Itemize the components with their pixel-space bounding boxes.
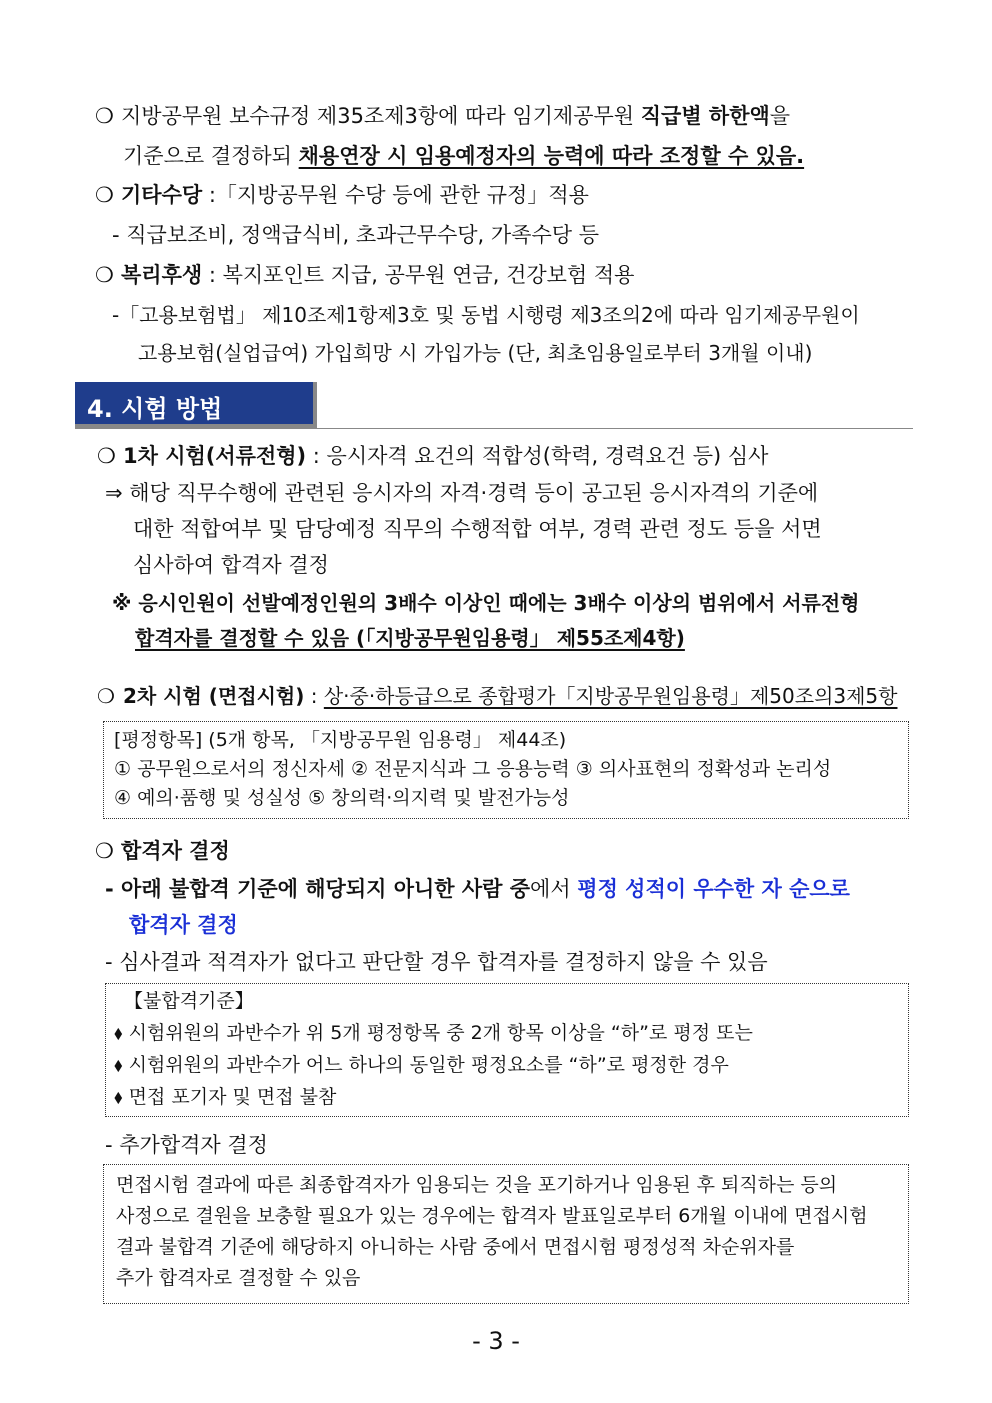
decision-line-3: - 심사결과 적격자가 없다고 판단할 경우 합격자를 결정하지 않을 수 있음 <box>105 950 768 974</box>
exam2-item: ❍ 2차 시험 (면접시험) : 상·중·하등급으로 종합평가「지방공무원임용령」제50조의3제5항 <box>97 681 897 711</box>
extra-decision-line: 추가 합격자로 결정할 수 있음 <box>116 1267 361 1289</box>
diamond-bullet-icon: ⬧ <box>114 1086 123 1108</box>
welfare-sub-line-2: 고용보험(실업급여) 가입희망 시 가입가능 (단, 최초임용일로부터 3개월 이내) <box>138 341 813 365</box>
evaluation-box-line-1: ① 공무원으로서의 정신자세 ② 전문지식과 그 응용능력 ③ 의사표현의 정확성과 논리성 <box>114 758 832 780</box>
decision-title: 합격자 결정 <box>121 839 230 863</box>
allowance-item: ❍ 기타수당 :「지방공무원 수당 등에 관한 규정」적용 <box>95 180 589 210</box>
exam2-method: 상·중·하등급으로 종합평가「지방공무원임용령」제50조의3제5항 <box>323 684 898 708</box>
circle-bullet-icon: ❍ <box>95 104 114 128</box>
extra-decision-line: 사정으로 결원을 보충할 필요가 있는 경우에는 합격자 발표일로부터 6개월 이내에 면접시험 <box>116 1205 868 1227</box>
exam1-desc-line-3: 심사하여 합격자 결정 <box>133 553 329 577</box>
allowance-title: 기타수당 <box>121 183 203 207</box>
section-heading: 4. 시험 방법 <box>87 395 223 423</box>
salary-paragraph-line-2: 기준으로 결정하되 채용연장 시 임용예정자의 능력에 따라 조정할 수 있음. <box>123 144 805 168</box>
extra-decision-title: - 추가합격자 결정 <box>105 1133 268 1157</box>
evaluation-items-box <box>103 721 909 819</box>
extra-decision-line: 면접시험 결과에 따른 최종합격자가 임용되는 것을 포기하거나 임용된 후 퇴직하는 등의 <box>116 1174 838 1196</box>
extra-decision-line: 결과 불합격 기준에 해당하지 아니하는 사람 중에서 면접시험 평정성적 차순위자를 <box>116 1236 795 1258</box>
exam1-desc-line-1: ⇒ 해당 직무수행에 관련된 응시자의 자격·경력 등이 공고된 응시자격의 기준에 <box>105 481 819 505</box>
exam1-title: 1차 시험(서류전형) <box>123 444 307 468</box>
circle-bullet-icon: ❍ <box>95 839 114 863</box>
fail-criteria-item: ⬧ 시험위원의 과반수가 위 5개 평정항목 중 2개 항목 이상을 “하”로 평정 또는 <box>114 1022 753 1044</box>
evaluation-box-line-2: ④ 예의·품행 및 성실성 ⑤ 창의력·의지력 및 발전가능성 <box>114 787 570 809</box>
decision-line-2: 합격자 결정 <box>129 913 238 937</box>
page-number: - 3 - <box>472 1327 520 1355</box>
fail-criteria-item: ⬧ 면접 포기자 및 면접 불참 <box>114 1086 337 1108</box>
exam2-title: 2차 시험 (면접시험) <box>123 684 305 708</box>
circle-bullet-icon: ❍ <box>97 444 116 468</box>
decision-item <box>95 836 230 866</box>
section-heading-box <box>75 382 317 428</box>
diamond-bullet-icon: ⬧ <box>114 1022 123 1044</box>
fail-criteria-box <box>105 983 909 1117</box>
decision-line-1: - 아래 불합격 기준에 해당되지 아니한 사람 중에서 평정 성적이 우수한 자 순으로 <box>105 877 850 901</box>
diamond-bullet-icon: ⬧ <box>114 1054 123 1076</box>
fail-criteria-title: 【불합격기준】 <box>124 990 254 1012</box>
circle-bullet-icon: ❍ <box>95 263 114 287</box>
decision-criteria-emphasis: 평정 성적이 우수한 자 순으로 <box>577 877 850 901</box>
welfare-item: ❍ 복리후생 : 복지포인트 지급, 공무원 연금, 건강보험 적용 <box>95 260 634 290</box>
welfare-sub-line-1: -「고용보험법」 제10조제1항제3호 및 동법 시행령 제3조의2에 따라 임기제공무원이 <box>112 303 860 327</box>
circle-bullet-icon: ❍ <box>97 684 115 708</box>
exam1-item: ❍ 1차 시험(서류전형) : 응시자격 요건의 적합성(학력, 경력요건 등) 심사 <box>97 441 768 471</box>
salary-paragraph-line-1: ❍ 지방공무원 보수규정 제35조제3항에 따라 임기제공무원 직급별 하한액을 <box>95 101 790 131</box>
exam1-desc-line-2: 대한 적합여부 및 담당예정 직무의 수행적합 여부, 경력 관련 정도 등을 서면 <box>133 517 822 541</box>
exam1-note-line-1: ※ 응시인원이 선발예정인원의 3배수 이상인 때에는 3배수 이상의 범위에서 서류전형 <box>112 591 860 615</box>
circle-bullet-icon: ❍ <box>95 183 114 207</box>
fail-criteria-item: ⬧ 시험위원의 과반수가 어느 하나의 동일한 평정요소를 “하”로 평정한 경우 <box>114 1054 729 1076</box>
heading-divider <box>75 428 913 429</box>
evaluation-box-title: [평정항목] (5개 항목, 「지방공무원 임용령」 제44조) <box>114 729 567 751</box>
salary-emphasis: 직급별 하한액 <box>640 104 770 128</box>
salary-adjust-emphasis: 채용연장 시 임용예정자의 능력에 따라 조정할 수 있음. <box>298 144 805 168</box>
exam1-note-line-2: 합격자를 결정할 수 있음 (「지방공무원임용령」 제55조제4항) <box>135 626 685 650</box>
extra-decision-box <box>103 1164 909 1304</box>
allowance-sub: - 직급보조비, 정액급식비, 초과근무수당, 가족수당 등 <box>112 223 599 247</box>
welfare-title: 복리후생 <box>121 263 203 287</box>
